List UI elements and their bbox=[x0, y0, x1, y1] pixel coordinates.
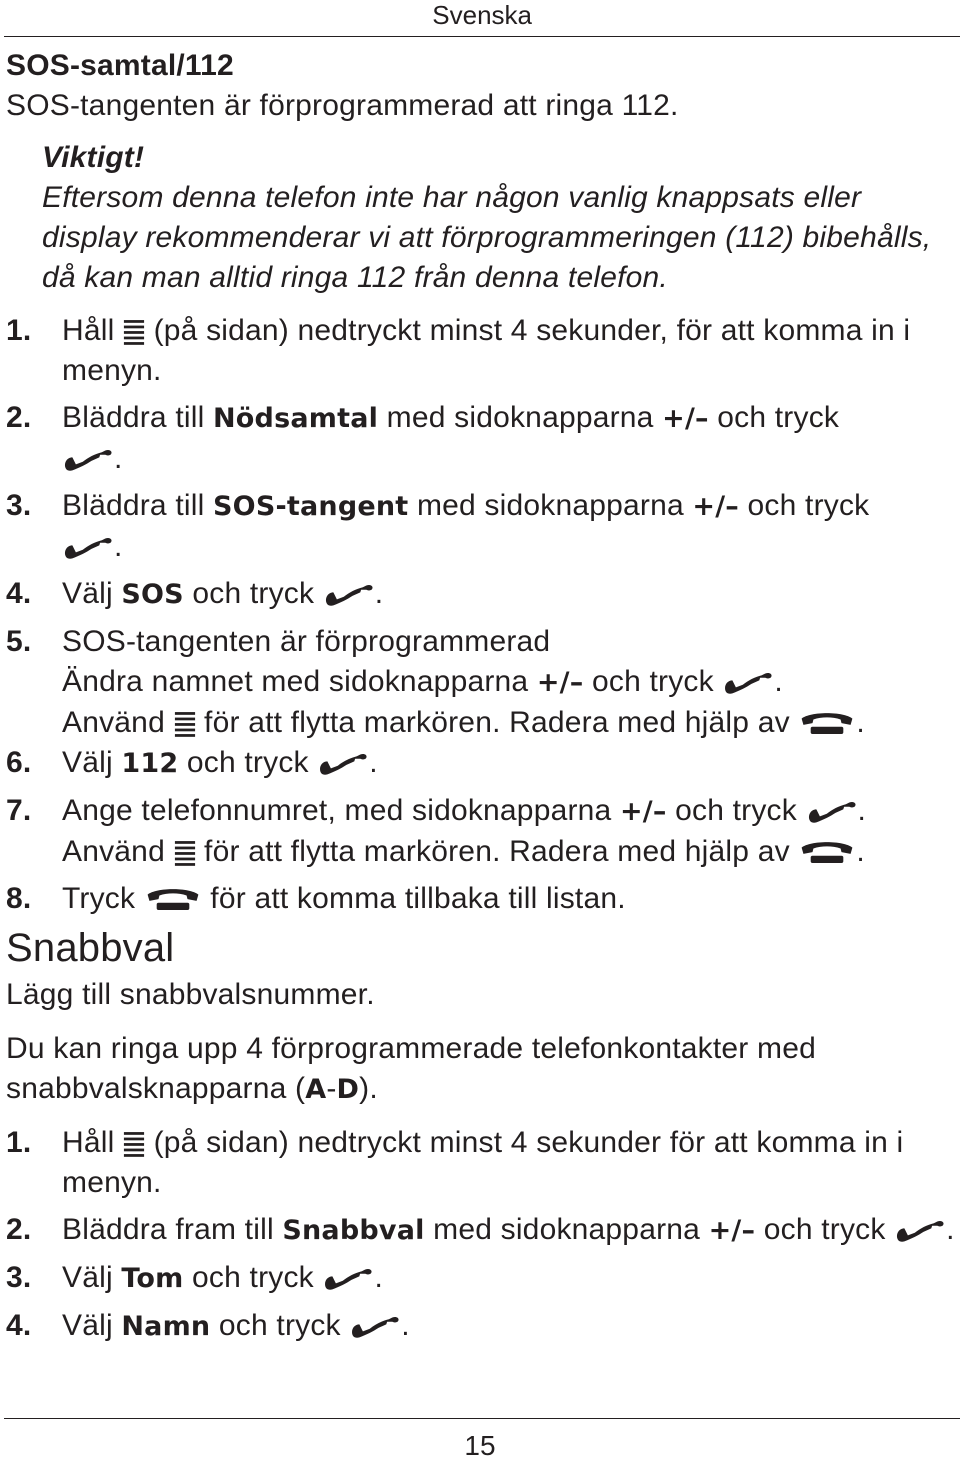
menu-keyword: Snabbval bbox=[282, 1215, 425, 1246]
step-text: för att flytta markören. Radera med hjälp av bbox=[204, 706, 790, 739]
step-text: Tryck bbox=[62, 882, 136, 915]
menu-icon bbox=[174, 839, 196, 867]
step-text: SOS-tangenten är förprogrammerad bbox=[62, 625, 551, 658]
sos-step-7 bbox=[6, 791, 956, 872]
menu-keyword: Tom bbox=[121, 1263, 184, 1294]
step-text: . bbox=[401, 1309, 410, 1342]
step-number: 1. bbox=[6, 1126, 32, 1159]
plus-minus-keys: +/– bbox=[619, 796, 667, 827]
step-text: och tryck bbox=[747, 489, 870, 522]
step-text: (på sidan) nedtryckt minst 4 sekunder, för att komma in i menyn. bbox=[62, 314, 911, 387]
step-text: Bläddra fram till bbox=[62, 1213, 274, 1246]
end-call-icon bbox=[144, 886, 202, 914]
step-number: 3. bbox=[6, 489, 32, 522]
speed-step-4 bbox=[6, 1306, 956, 1347]
step-text: Använd bbox=[62, 706, 165, 739]
speed-dial-intro: Lägg till snabbvalsnummer. bbox=[6, 978, 375, 1011]
sos-step-1 bbox=[6, 311, 956, 391]
speed-step-1 bbox=[6, 1123, 956, 1203]
menu-keyword: SOS bbox=[121, 579, 184, 610]
step-text: och tryck bbox=[218, 1309, 341, 1342]
sos-step-5 bbox=[6, 622, 956, 743]
speed-step-3 bbox=[6, 1258, 956, 1299]
step-text: Bläddra till bbox=[62, 489, 205, 522]
step-text: Använd bbox=[62, 835, 165, 868]
menu-keyword: SOS-tangent bbox=[213, 491, 409, 522]
step-number: 2. bbox=[6, 401, 32, 434]
sos-step-3 bbox=[6, 486, 956, 567]
step-text: Håll bbox=[62, 314, 115, 347]
menu-icon bbox=[123, 318, 145, 346]
step-text: . bbox=[114, 530, 123, 563]
step-text: och tryck bbox=[675, 794, 797, 827]
header-divider bbox=[4, 36, 960, 37]
step-text: . bbox=[856, 706, 865, 739]
step-text: . bbox=[369, 746, 378, 779]
plus-minus-keys: +/– bbox=[536, 667, 584, 698]
speed-dial-title: Snabbval bbox=[6, 926, 175, 970]
plus-minus-keys: +/– bbox=[692, 491, 739, 522]
menu-keyword: 112 bbox=[121, 748, 179, 779]
call-icon bbox=[349, 1312, 401, 1342]
step-number: 1. bbox=[6, 314, 32, 347]
step-number: 8. bbox=[6, 882, 32, 915]
step-text: och tryck bbox=[592, 665, 714, 698]
step-text: . bbox=[946, 1213, 955, 1246]
step-text: Välj bbox=[62, 1309, 113, 1342]
step-text: Ange telefonnumret, med sidoknapparna bbox=[62, 794, 612, 827]
plus-minus-keys: +/– bbox=[708, 1215, 756, 1246]
speed-key-a: A bbox=[305, 1074, 327, 1105]
step-text: . bbox=[856, 835, 865, 868]
plus-minus-keys: +/– bbox=[662, 403, 709, 434]
description-text: Du kan ringa upp 4 förprogrammerade telefonkontakter med snabbvalsknapparna ( bbox=[6, 1032, 816, 1105]
sos-step-8 bbox=[6, 879, 956, 919]
menu-icon bbox=[174, 710, 196, 738]
step-text: Ändra namnet med sidoknapparna bbox=[62, 665, 529, 698]
sos-intro: SOS-tangenten är förprogrammerad att ringa 112. bbox=[6, 89, 679, 122]
menu-keyword: Namn bbox=[121, 1311, 211, 1342]
sos-step-6 bbox=[6, 743, 956, 784]
step-text: och tryck bbox=[192, 577, 315, 610]
call-icon bbox=[317, 749, 369, 779]
step-text: Välj bbox=[62, 746, 113, 779]
speed-step-2 bbox=[6, 1210, 956, 1251]
step-number: 7. bbox=[6, 794, 32, 827]
page-content bbox=[6, 46, 956, 1347]
step-text: med sidoknapparna bbox=[416, 489, 684, 522]
sos-steps bbox=[6, 311, 956, 919]
step-number: 4. bbox=[6, 1309, 32, 1342]
step-text: Bläddra till bbox=[62, 401, 205, 434]
speed-dial-steps bbox=[6, 1123, 956, 1347]
header-language: Svenska bbox=[432, 0, 532, 30]
step-text: Håll bbox=[62, 1126, 115, 1159]
step-number: 5. bbox=[6, 625, 32, 658]
step-text: Välj bbox=[62, 1261, 113, 1294]
end-call-icon bbox=[798, 710, 856, 738]
call-icon bbox=[323, 580, 375, 610]
sos-step-2 bbox=[6, 398, 956, 479]
step-text: för att flytta markören. Radera med hjälp av bbox=[204, 835, 790, 868]
step-number: 3. bbox=[6, 1261, 32, 1294]
step-text: och tryck bbox=[192, 1261, 314, 1294]
call-icon bbox=[894, 1216, 946, 1246]
step-text: med sidoknapparna bbox=[386, 401, 654, 434]
end-call-icon bbox=[798, 839, 856, 867]
step-text: Välj bbox=[62, 577, 113, 610]
step-text: och tryck bbox=[763, 1213, 886, 1246]
step-text: . bbox=[774, 665, 783, 698]
description-text: - bbox=[326, 1072, 337, 1105]
step-text: för att komma tillbaka till listan. bbox=[210, 882, 626, 915]
step-text: med sidoknapparna bbox=[433, 1213, 701, 1246]
step-text: . bbox=[374, 1261, 383, 1294]
footer-divider bbox=[4, 1418, 960, 1419]
step-text: och tryck bbox=[717, 401, 840, 434]
step-number: 2. bbox=[6, 1213, 32, 1246]
important-note bbox=[42, 138, 956, 298]
call-icon bbox=[806, 797, 858, 827]
call-icon bbox=[322, 1264, 374, 1294]
step-text: . bbox=[857, 794, 867, 827]
step-text: . bbox=[114, 442, 123, 475]
call-icon bbox=[62, 533, 114, 563]
step-text: . bbox=[374, 577, 384, 610]
important-note-text: Eftersom denna telefon inte har någon vanlig knappsats eller display rekommenderar vi att förprogrammeringen (112) bibehålls, då kan man alltid ringa 112 från denna telefon. bbox=[42, 181, 932, 294]
description-text: ). bbox=[359, 1072, 378, 1105]
sos-section-title: SOS-samtal/112 bbox=[6, 49, 234, 82]
step-text: och tryck bbox=[186, 746, 309, 779]
menu-keyword: Nödsamtal bbox=[213, 403, 379, 434]
speed-key-d: D bbox=[336, 1074, 360, 1105]
sos-step-4 bbox=[6, 574, 956, 615]
call-icon bbox=[722, 668, 774, 698]
menu-icon bbox=[123, 1130, 145, 1158]
page-number: 15 bbox=[464, 1430, 496, 1461]
step-number: 4. bbox=[6, 577, 32, 610]
call-icon bbox=[62, 445, 114, 475]
important-note-title: Viktigt! bbox=[42, 141, 145, 174]
step-number: 6. bbox=[6, 746, 32, 779]
step-text: (på sidan) nedtryckt minst 4 sekunder för att komma in i menyn. bbox=[62, 1126, 904, 1199]
speed-dial-description bbox=[6, 1029, 956, 1110]
